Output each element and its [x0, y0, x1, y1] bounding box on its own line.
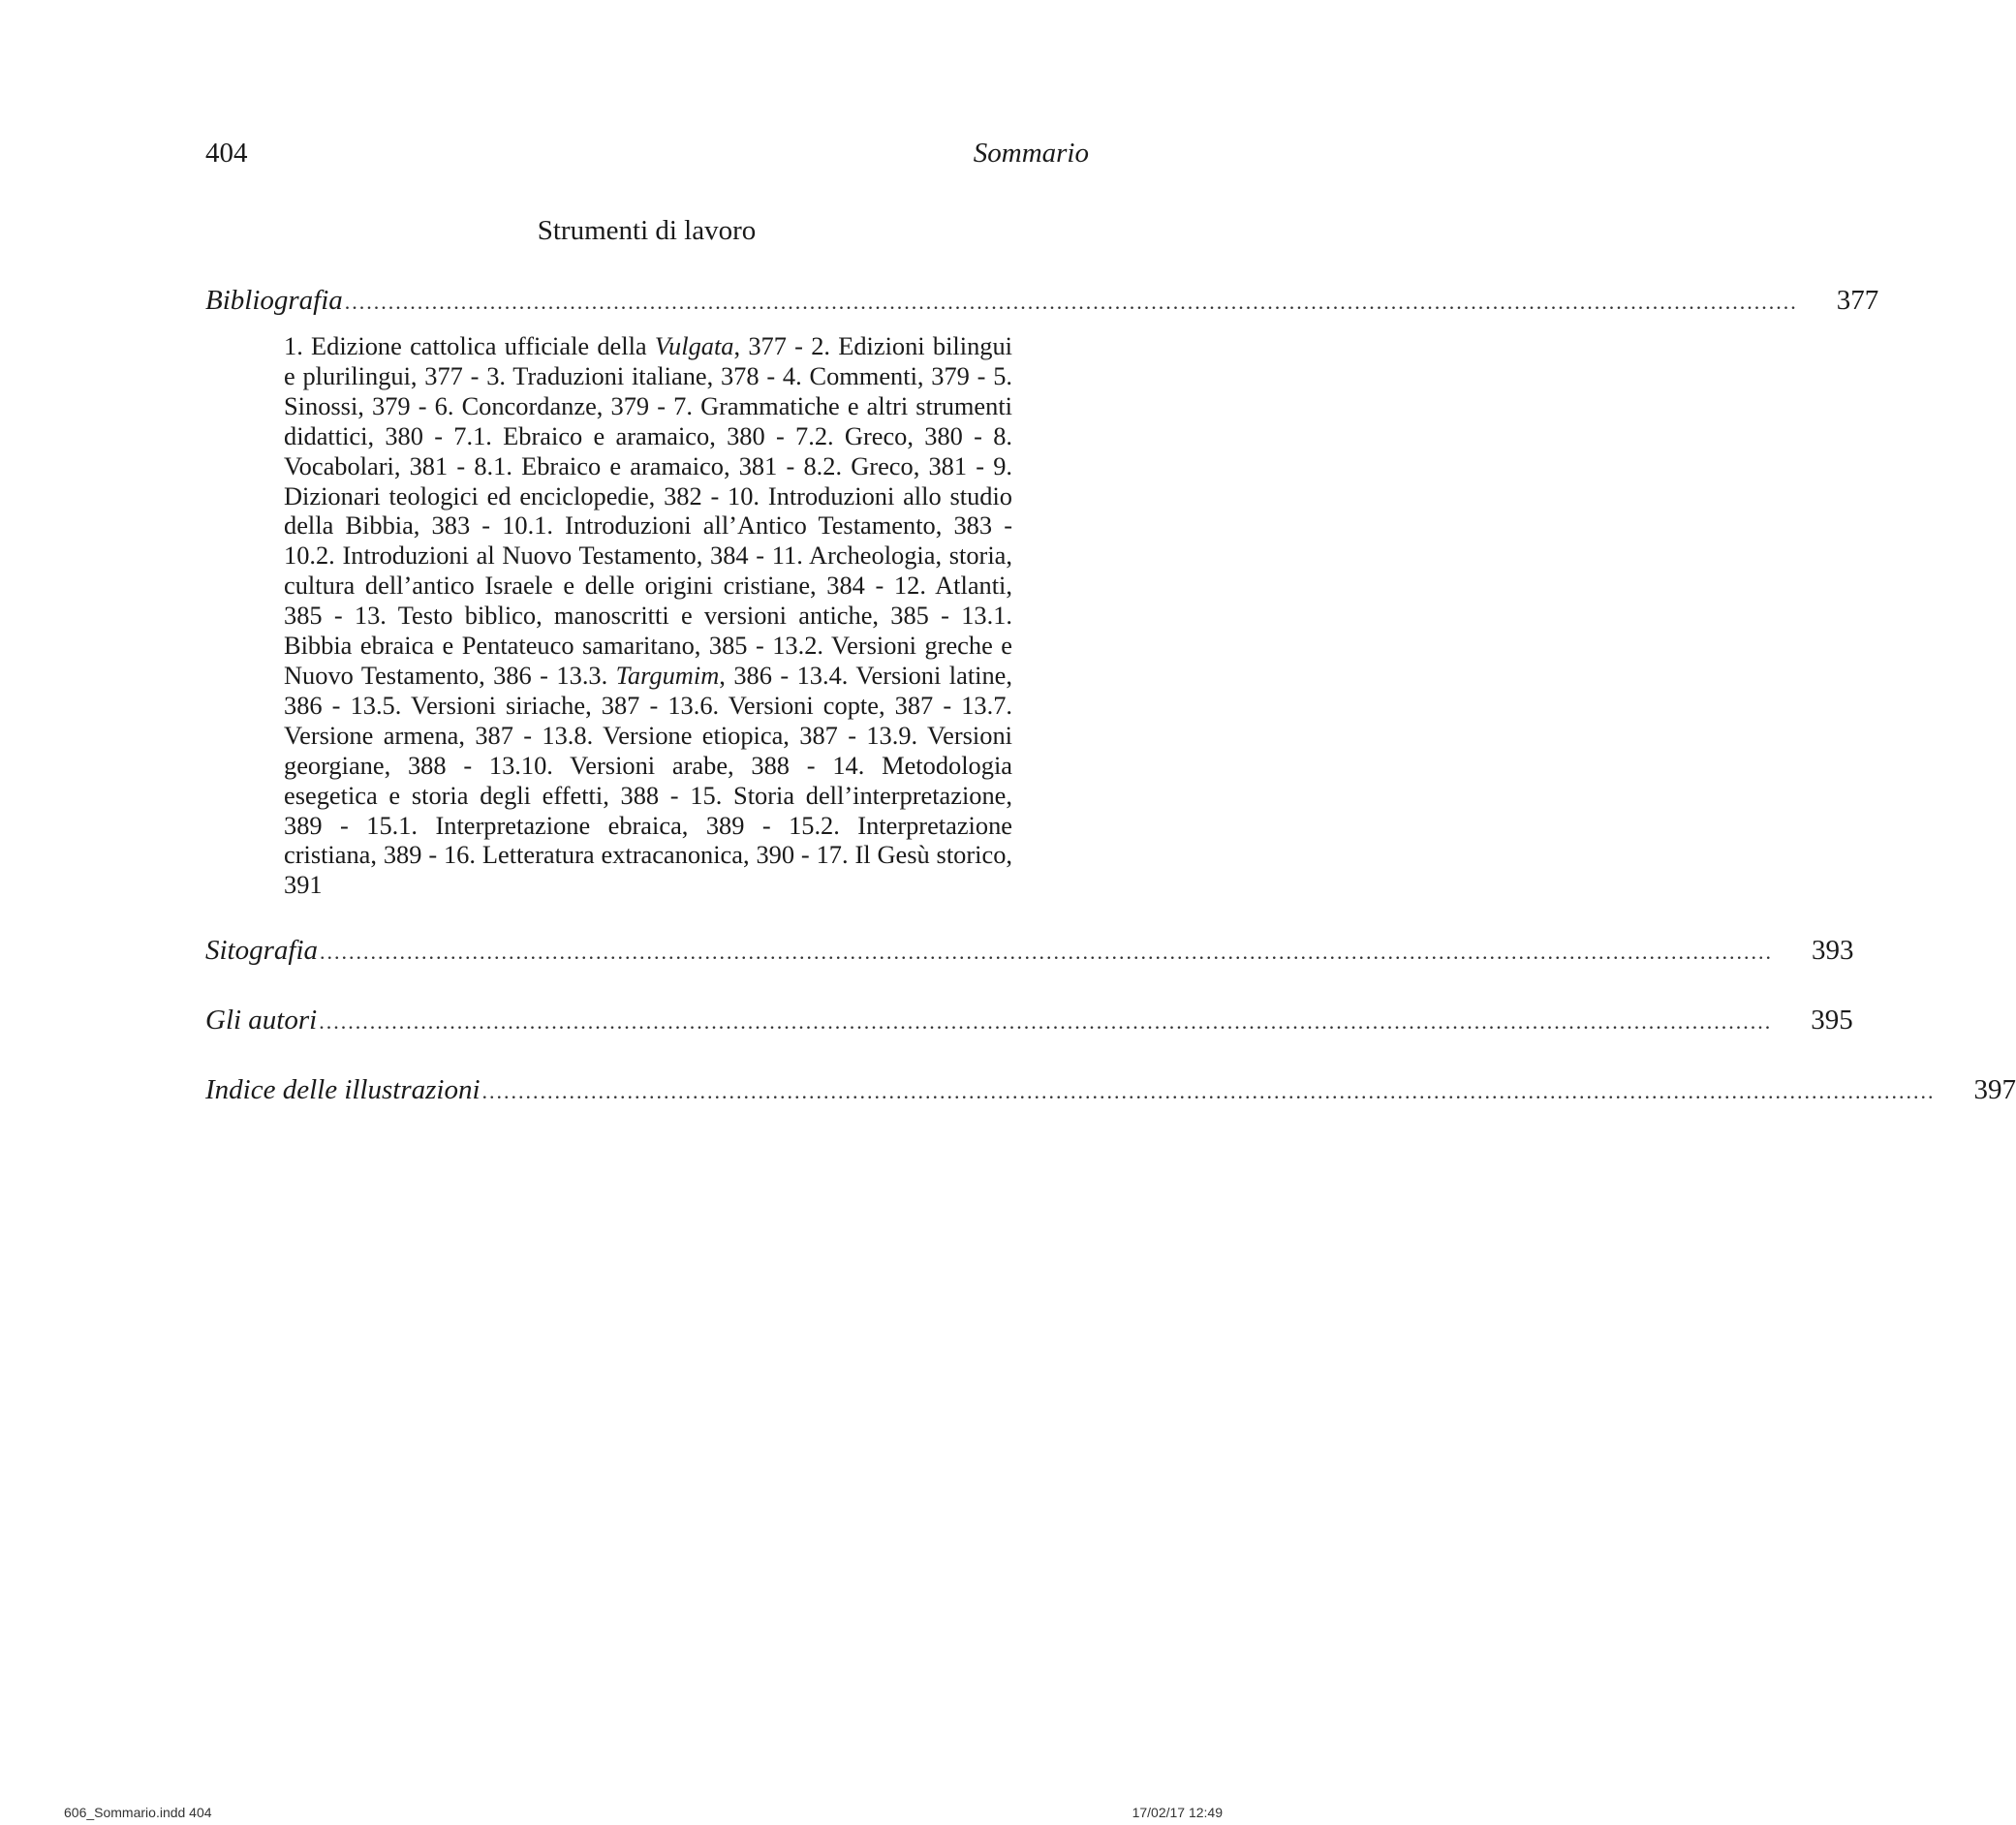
toc-entry-page: 397: [1973, 1074, 2016, 1105]
section-title: Strumenti di lavoro: [537, 215, 757, 246]
page-number: 404: [205, 138, 248, 169]
toc-entry-page: 393: [1812, 935, 1854, 966]
text-run: , 386 - 13.4. Versioni latine, 386 - 13.5. Versioni siriache, 387 - 13.6. Versioni copte, 387 - 13.7. Versione armena, 387 - 13.8. Versione etiopica, 387 - 13.9. Versioni georgiane, 388 - 13.10. Versioni arabe, 388 - 14. Metodologia esegetica e storia degli effetti, 388 - 15. Storia dell’interpretazione, 389 - 15.1. Interpretazione ebraica, 389 - 15.2. Interpretazione cristiana, 389 - 16. Letteratura extracanonica, 390 - 17. Il Gesù storico, 391: [284, 660, 1012, 900]
italic-run: Targumim: [615, 660, 720, 690]
toc-leader-dots: ........................................................................................................................................................................................................: [319, 1009, 1773, 1034]
toc-entry-page: 377: [1836, 285, 1879, 316]
italic-run: Vulgata: [654, 331, 734, 360]
toc-entry-page: 395: [1811, 1005, 1853, 1036]
toc-leader-dots: ........................................................................................................................................................................................................: [320, 940, 1774, 964]
text-run: 1. Edizione cattolica ufficiale della: [284, 331, 655, 360]
print-slug-timestamp: 17/02/17 12:49: [1132, 1805, 1223, 1820]
print-slug-filename: 606_Sommario.indd 404: [64, 1805, 212, 1820]
toc-entry-gli-autori[interactable]: [205, 1005, 1853, 1043]
toc-entry-indice-delle-illustrazioni[interactable]: [205, 1074, 2016, 1113]
toc-entry-label: Sitografia: [205, 935, 319, 966]
toc-entry-label: Indice delle illustrazioni: [205, 1074, 481, 1105]
toc-leader-dots: ........................................................................................................................................................................................................: [481, 1079, 1936, 1103]
toc-entry-label: Bibliografia: [205, 285, 343, 316]
toc-entry-sitografia[interactable]: [205, 935, 1854, 974]
toc-entry-label: Gli autori: [205, 1005, 318, 1036]
text-run: , 377 - 2. Edizioni bilingui e plurilingui, 377 - 3. Traduzioni italiane, 378 - 4. Commenti, 379 - 5. Sinossi, 379 - 6. Concordanze, 379 - 7. Grammatiche e altri strumenti didattici, 380 - 7.1. Ebraico e aramaico, 380 - 7.2. Greco, 380 - 8. Vocabolari, 381 - 8.1. Ebraico e aramaico, 381 - 8.2. Greco, 381 - 9. Dizionari teologici ed enciclopedie, 382 - 10. Introduzioni allo studio della Bibbia, 383 - 10.1. Introduzioni all’Antico Testamento, 383 - 10.2. Introduzioni al Nuovo Testamento, 384 - 11. Archeologia, storia, cultura dell’antico Israele e delle origini cristiane, 384 - 12. Atlanti, 385 - 13. Testo biblico, manoscritti e versioni antiche, 385 - 13.1. Bibbia ebraica e Pentateuco samaritano, 385 - 13.2. Versioni greche e Nuovo Testamento, 386 - 13.3.: [284, 331, 1012, 690]
toc-leader-dots: ........................................................................................................................................................................................................: [344, 290, 1798, 314]
toc-entry-bibliografia[interactable]: [205, 285, 1879, 324]
running-head: Sommario: [973, 138, 1089, 169]
bibliografia-details: [284, 331, 1012, 900]
